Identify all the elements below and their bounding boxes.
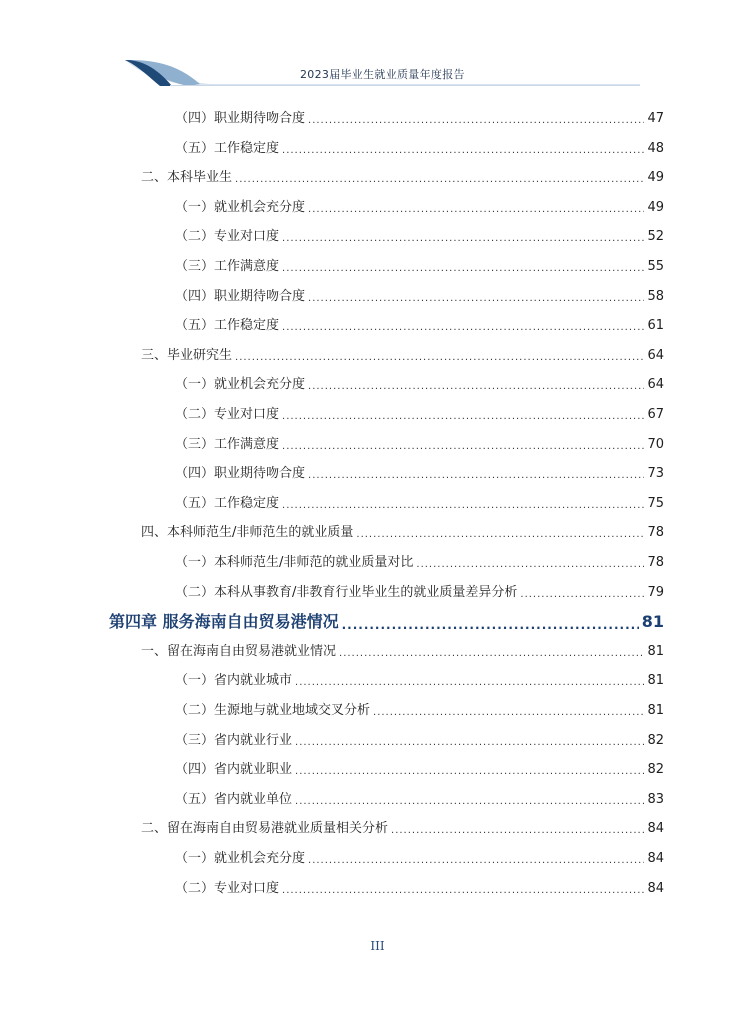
toc-entry[interactable] — [141, 345, 664, 367]
toc-entry[interactable] — [141, 167, 664, 189]
toc-page-number: 58 — [647, 288, 664, 304]
toc-page-number: 82 — [647, 762, 664, 778]
toc-page-number: 73 — [647, 466, 664, 482]
toc-entry-title: （四）职业期待吻合度 — [175, 288, 306, 304]
toc-entry[interactable] — [175, 552, 664, 574]
toc-page-number: 49 — [647, 199, 664, 215]
toc-entry-title: （五）工作稳定度 — [175, 495, 280, 511]
toc-entry[interactable] — [175, 848, 664, 870]
toc-page-number: 52 — [647, 229, 664, 245]
toc-entry-title: （二）专业对口度 — [175, 229, 280, 245]
toc-entry-title: 二、留在海南自由贸易港就业质量相关分析 — [141, 821, 389, 837]
toc-entry[interactable] — [175, 138, 664, 160]
toc-entry[interactable] — [175, 226, 664, 248]
toc-dot-leader — [295, 793, 644, 811]
toc-dot-leader — [282, 142, 644, 160]
toc-entry[interactable] — [141, 641, 664, 663]
toc-dot-leader — [308, 201, 644, 219]
toc-entry-title: （三）工作满意度 — [175, 259, 280, 274]
toc-dot-leader — [282, 497, 644, 515]
toc-entry-title: （二）专业对口度 — [175, 880, 280, 896]
toc-entry[interactable] — [175, 434, 664, 456]
toc-entry[interactable] — [175, 404, 664, 426]
toc-entry-title: （一）就业机会充分度 — [175, 851, 306, 866]
toc-dot-leader — [308, 112, 644, 130]
toc-entry[interactable] — [175, 256, 664, 278]
toc-entry-title: （五）工作稳定度 — [175, 318, 280, 334]
toc-entry-title: 第四章 服务海南自由贸易港情况 — [109, 612, 339, 632]
toc-page-number: 78 — [647, 555, 664, 570]
toc-entry[interactable] — [175, 286, 664, 308]
toc-entry-title: （五）工作稳定度 — [175, 140, 280, 156]
toc-dot-leader — [308, 467, 644, 485]
toc-dot-leader — [520, 586, 644, 604]
toc-entry[interactable] — [175, 700, 664, 722]
toc-entry[interactable] — [175, 878, 664, 900]
toc-entry-title: （一）本科师范生/非师范的就业质量对比 — [175, 555, 414, 570]
toc-dot-leader — [282, 408, 644, 426]
toc-entry-title: （四）职业期待吻合度 — [175, 466, 306, 482]
toc-entry[interactable] — [175, 582, 664, 604]
toc-dot-leader — [295, 734, 644, 752]
toc-page-number: 64 — [647, 377, 664, 393]
toc-entry[interactable] — [175, 730, 664, 752]
toc-entry-title: （二）生源地与就业地域交叉分析 — [175, 703, 371, 718]
toc-dot-leader — [342, 615, 639, 635]
toc-entry-title: （五）省内就业单位 — [175, 791, 293, 807]
toc-dot-leader — [282, 882, 644, 900]
toc-entry-title: （二）专业对口度 — [175, 407, 280, 422]
toc-entry-title: 三、毕业研究生 — [141, 347, 233, 363]
toc-entry-title: （三）省内就业行业 — [175, 732, 293, 748]
toc-page-number: 84 — [647, 821, 664, 837]
toc-dot-leader — [356, 526, 644, 544]
toc-entry[interactable] — [175, 670, 664, 692]
toc-page-number: 61 — [647, 318, 664, 334]
toc-page-number: 55 — [647, 259, 664, 274]
toc-dot-leader — [391, 822, 644, 840]
toc-entry[interactable] — [141, 818, 664, 840]
toc-entry-title: 一、留在海南自由贸易港就业情况 — [141, 643, 337, 659]
toc-entry-title: 二、本科毕业生 — [141, 170, 233, 186]
toc-entry[interactable] — [175, 759, 664, 781]
toc-dot-leader — [308, 290, 644, 308]
toc-entry-title: （四）省内就业职业 — [175, 762, 293, 778]
toc-dot-leader — [295, 763, 644, 781]
toc-dot-leader — [282, 319, 644, 337]
report-title: 2023届毕业生就业质量年度报告 — [300, 68, 465, 81]
toc-page-number: 67 — [647, 407, 664, 422]
toc-page-number: 84 — [647, 851, 664, 866]
toc-page-number: 81 — [647, 703, 664, 718]
toc-dot-leader — [295, 674, 644, 692]
toc-entry[interactable] — [175, 315, 664, 337]
toc-page-number: 64 — [647, 347, 664, 363]
toc-entry[interactable] — [175, 197, 664, 219]
toc-chapter-entry[interactable] — [109, 609, 664, 635]
toc-dot-leader — [282, 438, 644, 456]
toc-entry[interactable] — [141, 522, 664, 544]
toc-dot-leader — [235, 349, 644, 367]
page-number: III — [370, 939, 385, 953]
toc-entry-title: （三）工作满意度 — [175, 436, 280, 452]
toc-page-number: 81 — [641, 612, 664, 632]
toc-dot-leader — [308, 852, 644, 870]
toc-page-number: 82 — [647, 732, 664, 748]
toc-entry-title: （一）就业机会充分度 — [175, 377, 306, 393]
toc-dot-leader — [308, 378, 644, 396]
toc-entry[interactable] — [175, 463, 664, 485]
toc-dot-leader — [282, 230, 644, 248]
page-header — [0, 0, 755, 95]
toc-page-number: 49 — [647, 170, 664, 186]
toc-page-number: 48 — [647, 140, 664, 156]
toc-entry-title: （一）省内就业城市 — [175, 673, 293, 689]
toc-page-number: 84 — [647, 880, 664, 896]
toc-dot-leader — [235, 171, 644, 189]
toc-entry[interactable] — [175, 493, 664, 515]
toc-entry[interactable] — [175, 108, 664, 130]
toc-page-number: 70 — [647, 436, 664, 452]
toc-page-number: 78 — [647, 525, 664, 541]
toc-page-number: 81 — [647, 643, 664, 659]
toc-dot-leader — [373, 704, 644, 722]
toc-page-number: 79 — [647, 584, 664, 600]
toc-page-number: 75 — [647, 495, 664, 511]
toc-page-number: 81 — [647, 673, 664, 689]
toc-entry-title: 四、本科师范生/非师范生的就业质量 — [141, 525, 354, 541]
toc-page-number: 47 — [647, 111, 664, 126]
toc-entry[interactable] — [175, 789, 664, 811]
toc-dot-leader — [282, 260, 644, 278]
toc-entry-title: （二）本科从事教育/非教育行业毕业生的就业质量差异分析 — [175, 584, 518, 600]
toc-page-number: 83 — [647, 791, 664, 807]
toc-dot-leader — [339, 645, 644, 663]
toc-entry[interactable] — [175, 374, 664, 396]
toc-entry-title: （四）职业期待吻合度 — [175, 111, 306, 126]
toc-dot-leader — [416, 556, 644, 574]
toc-entry-title: （一）就业机会充分度 — [175, 199, 306, 215]
